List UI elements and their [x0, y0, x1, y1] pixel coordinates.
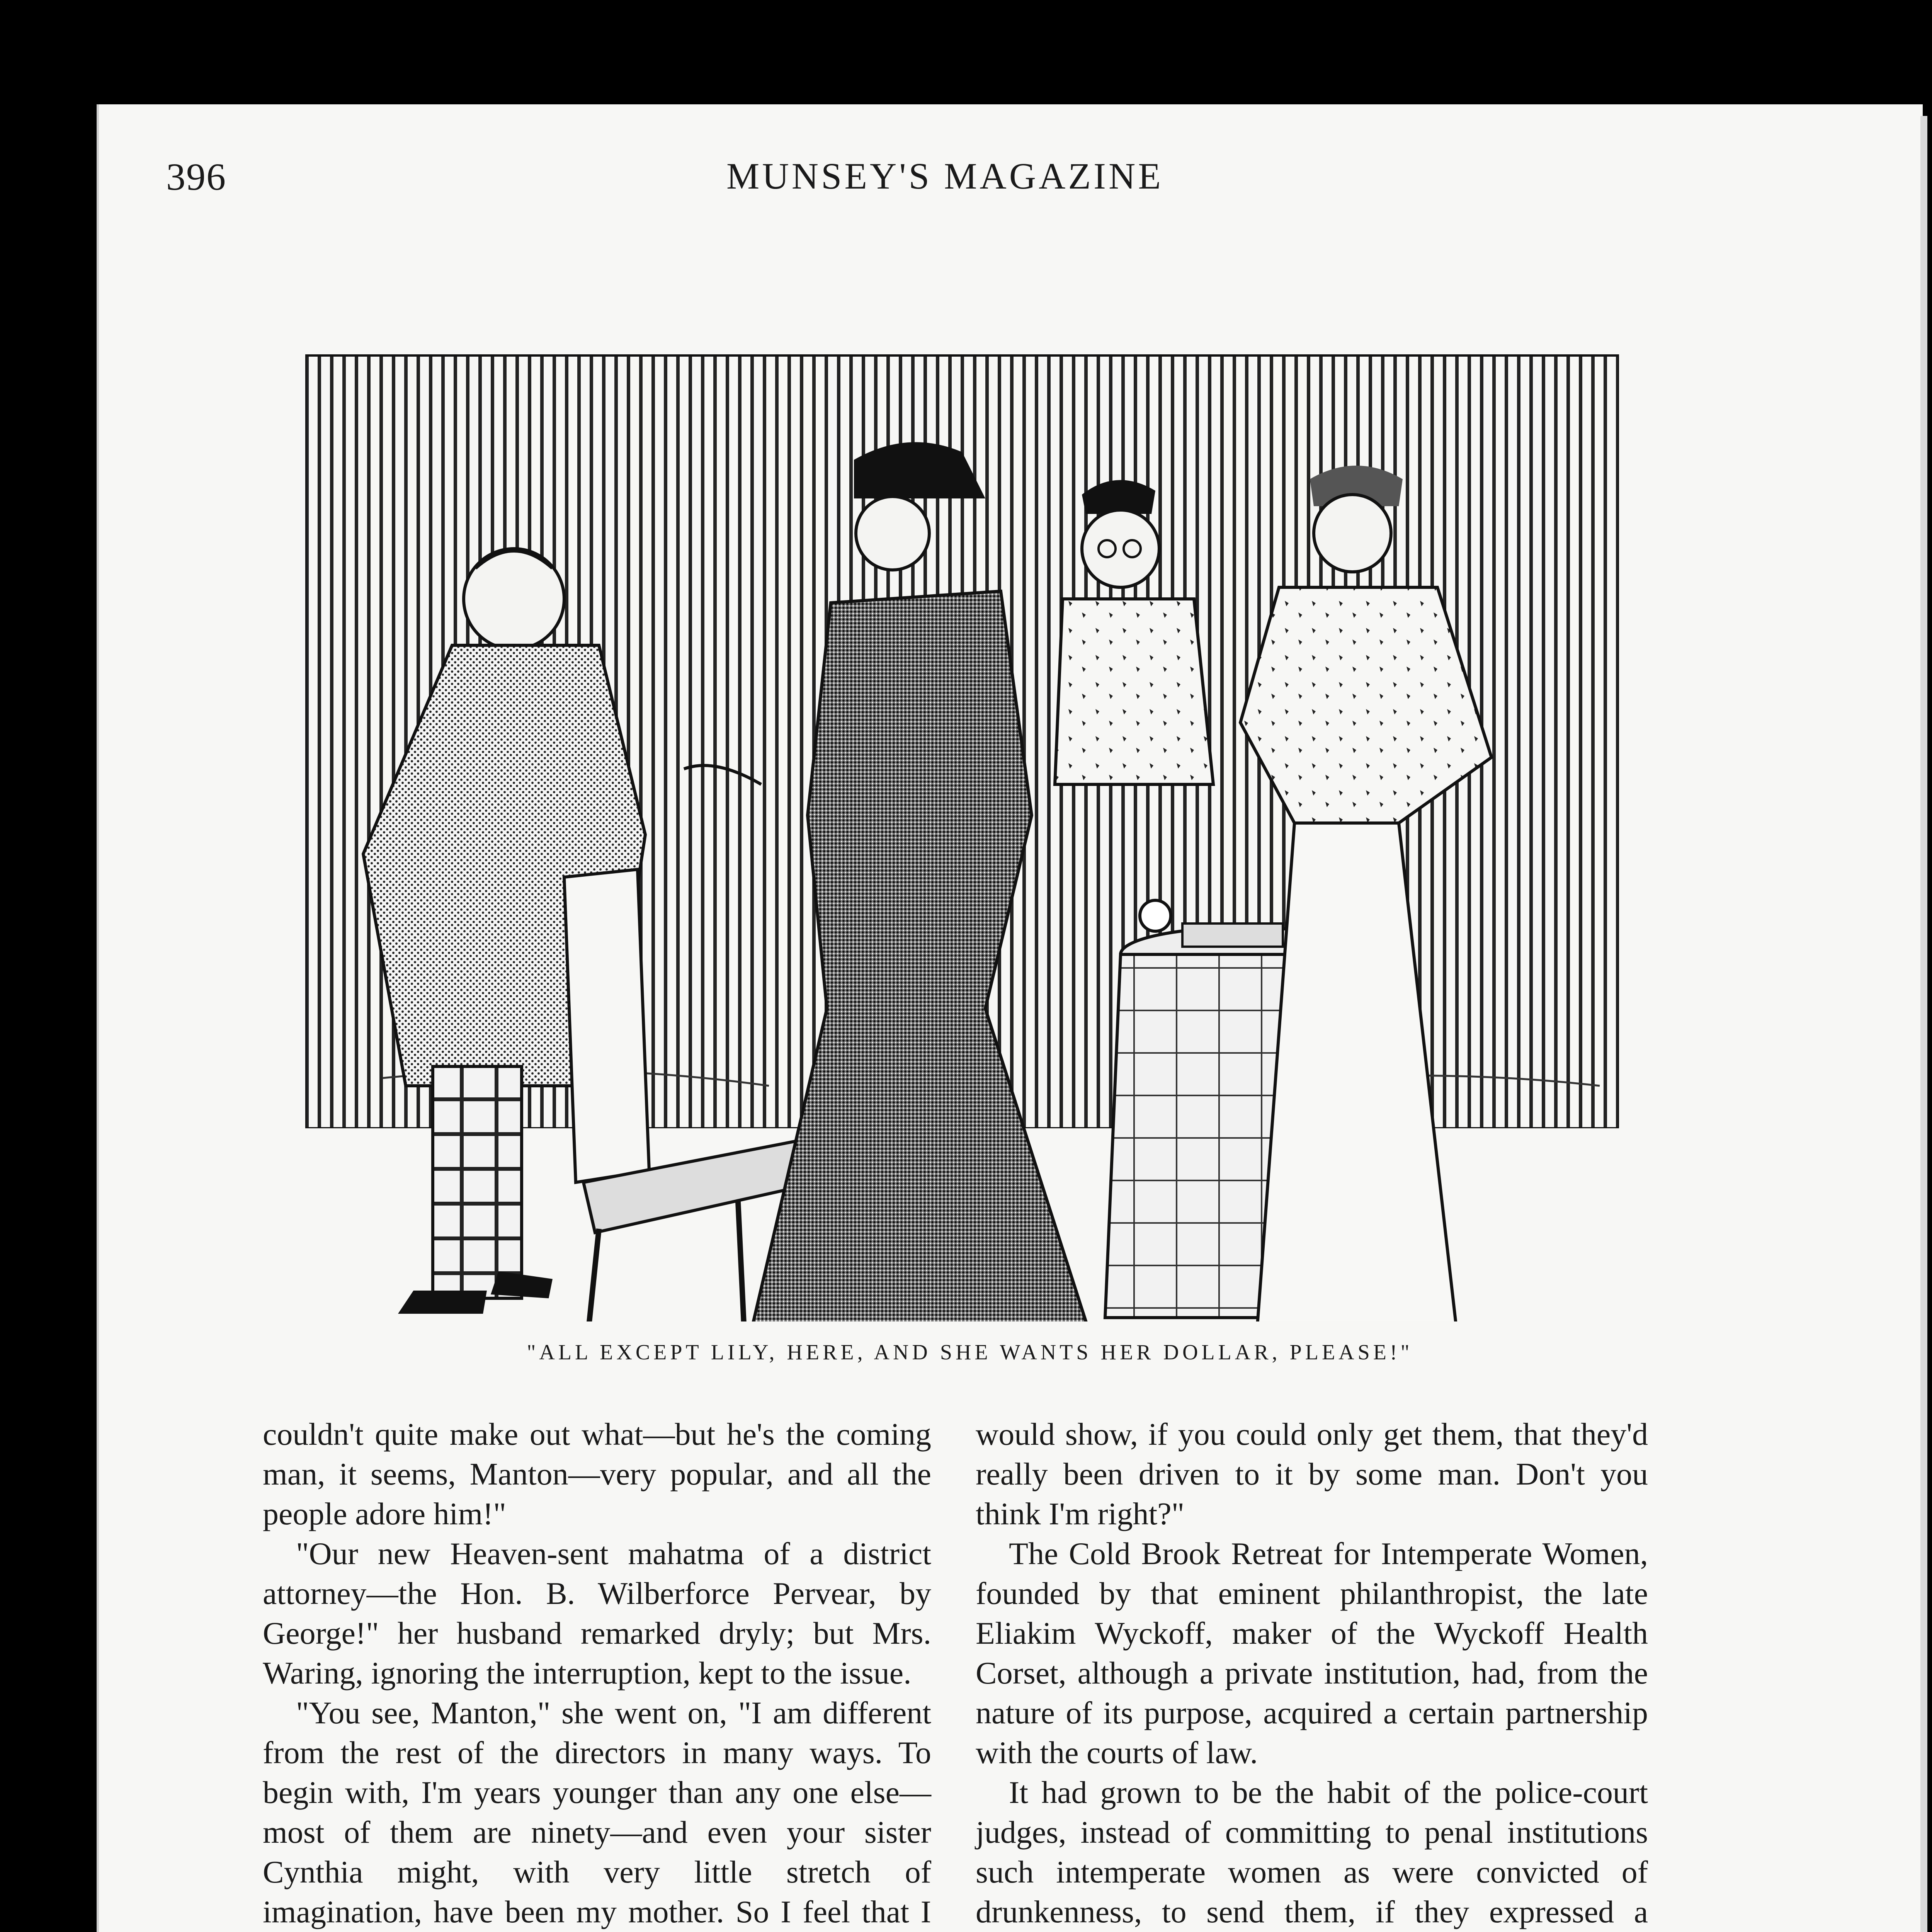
paragraph: "You see, Manton," she went on, "I am different from the rest of the directors in many ways. To begin with, I'm years younger than any one else—most of them are ninety—and even your sister Cynthia might, with very little stretch of imagination, have been my mother. So I feel that I [263, 1695, 931, 1929]
illustration [305, 352, 1619, 1321]
paragraph: would show, if you could only get them, that they'd really been driven to it by some man. Don't you think I'm right?" [976, 1417, 1648, 1531]
text-column-left [263, 1414, 931, 1932]
illustration-caption: "ALL EXCEPT LILY, HERE, AND SHE WANTS HER DOLLAR, PLEASE!" [527, 1340, 1413, 1364]
paragraph: It had grown to be the habit of the police-court judges, instead of committing to penal institutions such intemperate women as were convicted of drunkenness, to send them, if they expressed a [976, 1775, 1648, 1929]
page-number: 396 [166, 155, 226, 198]
text-column-right [976, 1414, 1648, 1932]
paragraph: "Our new Heaven-sent mahatma of a district attorney—the Hon. B. Wilberforce Pervear, by George!" her husband remarked dryly; but Mrs. Waring, ignoring the interruption, kept to the issue. [263, 1536, 931, 1690]
paragraph: couldn't quite make out what—but he's the coming man, it seems, Manton—very popular, and all the people adore him!" [263, 1417, 931, 1531]
illustration-drawing [305, 352, 1619, 1321]
paragraph: The Cold Brook Retreat for Intemperate Women, founded by that eminent philanthropist, the late Eliakim Wyckoff, maker of the Wyckoff Health Corset, although a private institution, had, from the nature of its purpose, acquired a certain partnership with the courts of law. [976, 1536, 1648, 1770]
running-head: MUNSEY'S MAGAZINE [726, 155, 1163, 197]
adjacent-page-edge [1920, 116, 1927, 1932]
